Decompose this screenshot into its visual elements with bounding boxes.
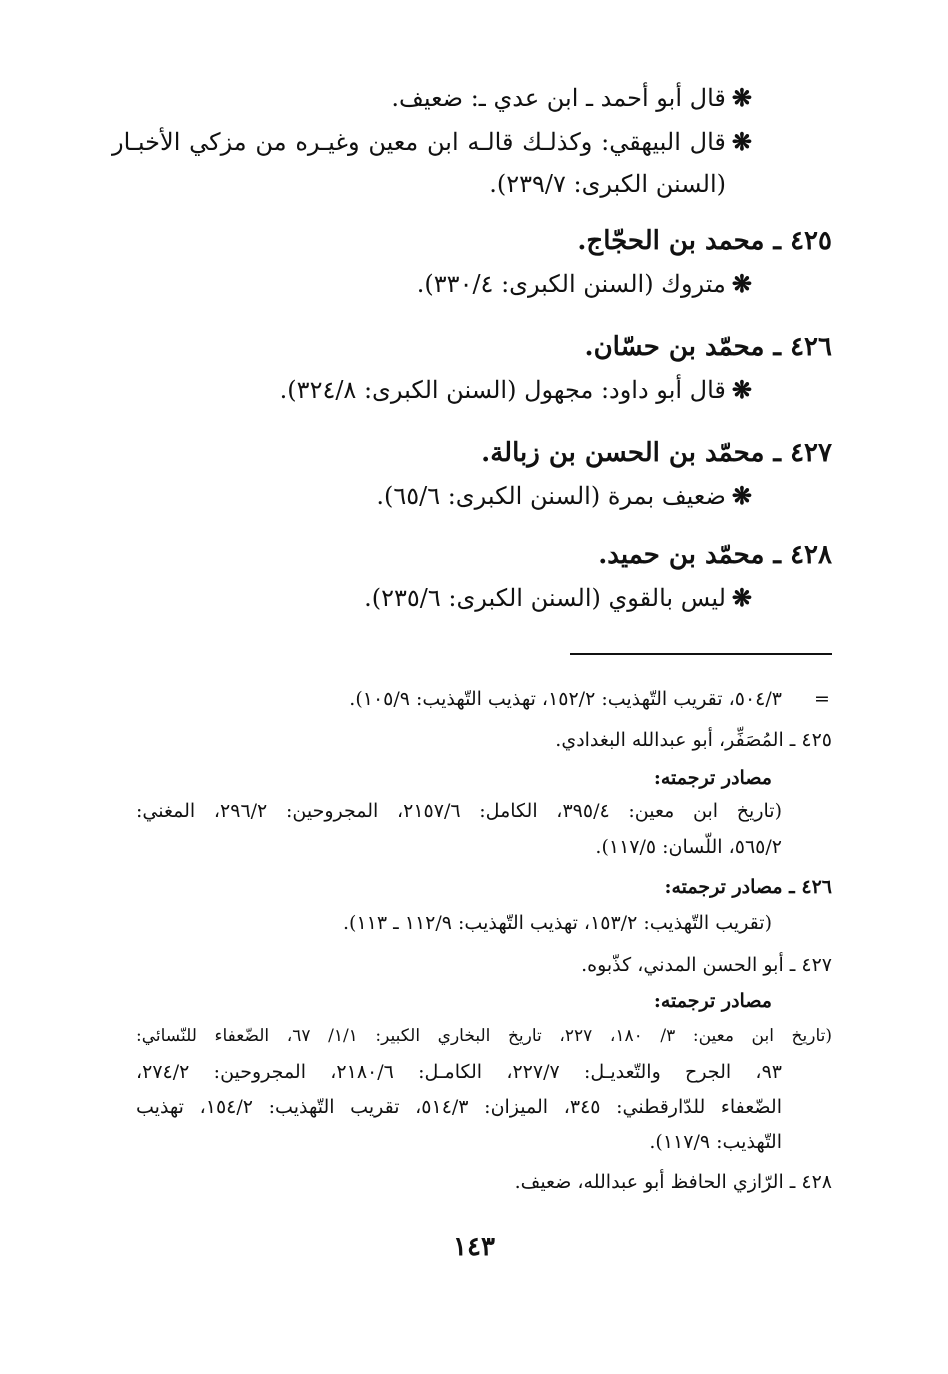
entry-426-heading: ٤٢٦ ـ محمّد بن حسّان. — [584, 332, 832, 362]
asterisk-icon: ❋ — [731, 583, 752, 612]
footnote-427-sources-label: مصادر ترجمته: — [653, 990, 772, 1012]
footnote-427-line-2: ٩٣، الجرح والتّعديـل: ٢٢٧/٧، الكامـل: ٢١٨٠/٦، المجروحين: ٢٧٤/٢، — [136, 1061, 782, 1083]
footnote-427-heading: ٤٢٧ ـ أبو الحسن المدني، كذّبوه. — [581, 954, 832, 976]
asterisk-icon: ❋ — [731, 375, 752, 404]
main-line-1: ❋قال أبو أحمد ـ ابن عدي ـ: ضعيف. — [391, 83, 752, 112]
page-number: ١٤٣ — [453, 1232, 495, 1262]
entry-428-note: ❋ليس بالقوي (السنن الكبرى: ٢٣٥/٦). — [364, 583, 752, 612]
footnote-426-heading: ٤٢٦ ـ مصادر ترجمته: — [664, 876, 832, 898]
entry-425-heading: ٤٢٥ ـ محمد بن الحجّاج. — [577, 226, 832, 256]
entry-428-heading: ٤٢٨ ـ محمّد بن حميد. — [598, 540, 832, 570]
footnote-427-line-4: التّهذيب: ١١٧/٩). — [649, 1131, 782, 1153]
footnote-continuation: ٥٠٤/٣، تقريب التّهذيب: ١٥٢/٢، تهذيب التّهذيب: ١٠٥/٩). — [349, 688, 782, 710]
main-line-3: (السنن الكبرى: ٢٣٩/٧). — [489, 170, 726, 198]
entry-425-note: ❋متروك (السنن الكبرى: ٣٣٠/٤). — [416, 269, 752, 298]
footnote-426-line-1: (تقريب التّهذيب: ١٥٣/٢، تهذيب التّهذيب: ١١٢/٩ ـ ١١٣). — [343, 912, 772, 934]
entry-427-note: ❋ضعيف بمرة (السنن الكبرى: ٦٥/٦). — [376, 481, 752, 510]
footnote-425-heading: ٤٢٥ ـ المُصَفِّر، أبو عبدالله البغدادي. — [555, 729, 832, 751]
footnote-divider — [570, 653, 832, 655]
footnote-425-sources-label: مصادر ترجمته: — [653, 767, 772, 789]
asterisk-icon: ❋ — [731, 269, 752, 298]
footnote-427-line-1: (تاريخ ابن معين: ٣/ ١٨٠، ٢٢٧، تاريخ البخاري الكبير: ١/١/ ٦٧، الضّعفاء للنّسائي: — [136, 1026, 832, 1046]
main-line-2: ❋قال البيهقي: وكذلـك قالـه ابن معين وغيـره من مزكي الأخبـار — [112, 127, 752, 156]
entry-427-heading: ٤٢٧ ـ محمّد بن الحسن بن زبالة. — [481, 438, 832, 468]
footnote-continuation-marker: = — [814, 688, 830, 710]
entry-426-note: ❋قال أبو داود: مجهول (السنن الكبرى: ٣٢٤/٨). — [279, 375, 752, 404]
footnote-425-line-2: ٥٦٥/٢، اللّسان: ١١٧/٥). — [595, 836, 782, 858]
asterisk-icon: ❋ — [731, 481, 752, 510]
asterisk-icon: ❋ — [731, 83, 752, 112]
asterisk-icon: ❋ — [731, 127, 752, 156]
footnote-428-heading: ٤٢٨ ـ الرّازي الحافظ أبو عبدالله، ضعيف. — [514, 1171, 832, 1193]
footnote-427-line-3: الضّعفاء للدّارقطني: ٣٤٥، الميزان: ٥١٤/٣، تقريب التّهذيب: ١٥٤/٢، تهذيب — [136, 1096, 782, 1118]
footnote-425-line-1: (تاريخ ابن معين: ٣٩٥/٤، الكامل: ٢١٥٧/٦، المجروحين: ٢٩٦/٢، المغني: — [136, 800, 782, 822]
